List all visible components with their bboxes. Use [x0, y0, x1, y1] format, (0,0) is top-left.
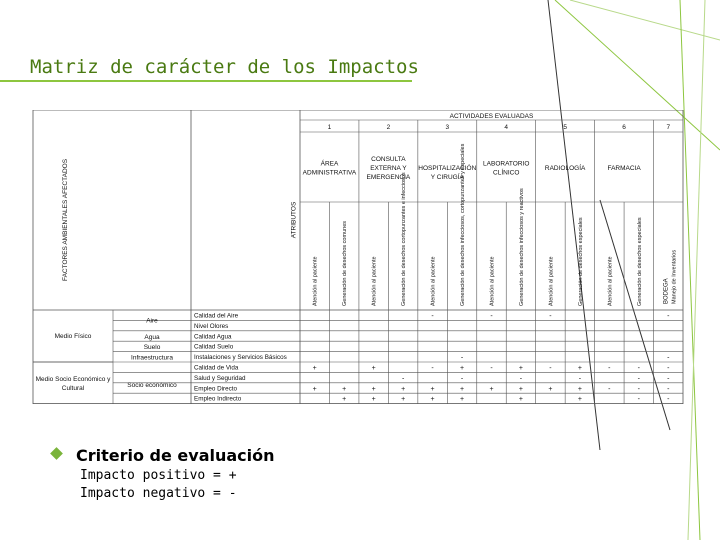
attribute-label: Salud y Seguridad [194, 374, 246, 382]
criteria-positive: Impacto positivo = + [80, 468, 237, 483]
impact-cell: - [460, 354, 464, 362]
impact-cell: + [371, 396, 376, 404]
column-label: Atención al paciente [489, 256, 496, 306]
activity-number: 1 [327, 124, 332, 131]
attribute-label: Calidad Suelo [194, 343, 234, 351]
attribute-label: Instalaciones y Servicios Básicos [194, 354, 287, 362]
impact-cell: + [577, 385, 582, 393]
impact-cell: - [549, 313, 552, 320]
impact-cell: - [578, 375, 582, 383]
activity-group-label: EMERGENCIA [366, 174, 411, 181]
activity-group-label: CLÍNICO [493, 169, 520, 177]
impact-cell: - [431, 365, 434, 372]
activity-number: 2 [386, 124, 391, 131]
activity-group-label: LABORATORIO [483, 160, 530, 168]
column-label: BODEGA [663, 278, 670, 304]
attribute-label: Empleo Directo [194, 385, 238, 393]
factor-label: Suelo [143, 344, 161, 352]
activities-header: ACTIVIDADES EVALUADAS [449, 113, 534, 120]
impact-cell: + [312, 385, 317, 393]
attribute-label: Empleo Indirecto [194, 395, 242, 403]
column-label: Generación de desechos cortopunzantes e infecciosos [401, 172, 408, 306]
impact-cell: - [637, 365, 640, 372]
impact-cell: + [459, 396, 465, 404]
impact-cell: - [667, 375, 670, 383]
impact-cell: - [637, 396, 640, 404]
activity-group-label: HOSPITALIZACIÓN [418, 165, 477, 172]
activity-number: 5 [563, 124, 567, 131]
impact-cell: + [342, 396, 347, 404]
activity-number: 6 [622, 124, 626, 131]
impact-cell: + [342, 385, 347, 393]
factor-label: Agua [144, 333, 160, 341]
attribute-label: Calidad del Aire [194, 312, 239, 320]
activity-group-label: RADIOLOGÍA [544, 165, 586, 172]
criteria-negative: Impacto negativo = - [80, 486, 237, 501]
impact-cell: + [401, 396, 406, 404]
impact-cell: + [548, 385, 553, 393]
impact-cell: - [667, 385, 670, 393]
activity-number: 4 [504, 124, 509, 131]
attribute-label: Nivel Olores [194, 322, 229, 330]
activity-number: 3 [445, 124, 450, 131]
activity-group-label: FARMACIA [607, 165, 641, 172]
impact-cell: - [608, 385, 611, 393]
impact-cell: + [430, 396, 435, 404]
impact-cell: + [518, 396, 524, 404]
impact-cell: + [430, 385, 435, 393]
criteria-title: Criterio de evaluación [76, 446, 275, 465]
impact-cell: - [667, 354, 670, 362]
column-label: Generación de desechos infecciosos, cortopunzantes y especiales [460, 143, 467, 306]
impact-cell: - [667, 365, 670, 372]
activity-number: 7 [666, 124, 671, 131]
impact-cell: - [490, 313, 493, 320]
impact-cell: - [401, 375, 405, 383]
column-label: Generación de desechos comunes [342, 221, 349, 306]
component-label: Medio Socio Económico y [35, 375, 111, 383]
activity-group-label: EXTERNA Y [370, 165, 407, 172]
impact-cell: + [371, 365, 376, 372]
activity-group-label: ÁREA [320, 160, 339, 168]
column-label: Generación de desechos especiales [577, 217, 584, 306]
impact-cell: - [431, 313, 434, 320]
column-label: Atención al paciente [312, 256, 319, 306]
impact-cell: + [518, 385, 524, 393]
component-label: Cultural [61, 384, 85, 392]
column-label: Atención al paciente [371, 256, 378, 306]
column-label: Manejo de Inventarios [671, 249, 678, 304]
column-label: Generación de desechos especiales [636, 217, 643, 306]
column-label: Atención al paciente [607, 256, 614, 306]
column-label: Atención al paciente [548, 256, 555, 306]
impact-cell: - [667, 313, 670, 320]
impact-cell: - [608, 365, 611, 372]
impact-cell: + [371, 385, 376, 393]
factor-label: Aire [146, 317, 158, 325]
activity-group-label: ADMINISTRATIVA [302, 169, 357, 177]
impact-cell: + [489, 385, 494, 393]
impact-cell: - [490, 365, 493, 372]
impact-cell: + [312, 365, 317, 372]
slide-title: Matriz de carácter de los Impactos [30, 56, 419, 78]
impact-cell: - [667, 396, 670, 404]
impact-cell: + [577, 396, 582, 404]
factor-label: Infraestructura [131, 354, 173, 362]
attribute-label: Calidad Agua [194, 333, 232, 341]
column-label: Generación de desechos infecciosos y reactivos [518, 188, 525, 306]
impact-cell: - [549, 365, 552, 372]
attributes-label: ATRIBUTOS [290, 201, 298, 239]
impact-cell: - [637, 385, 640, 393]
impact-cell: + [459, 365, 465, 372]
impact-cell: - [519, 375, 523, 383]
factors-label: FACTORES AMBIENTALES AFECTADOS [62, 158, 69, 282]
impact-matrix [28, 110, 688, 410]
impact-cell: + [518, 365, 524, 372]
impact-cell: + [459, 385, 465, 393]
activity-group-label: Y CIRUGÍA [430, 174, 464, 181]
column-label: Atención al paciente [430, 256, 437, 306]
title-underline [0, 80, 412, 82]
impact-cell: + [401, 385, 406, 393]
factor-label: Socio económico [127, 381, 177, 389]
impact-cell: + [577, 365, 582, 372]
attribute-label: Calidad de Vida [194, 364, 239, 372]
impact-cell: - [637, 375, 640, 383]
activity-group-label: CONSULTA [371, 156, 406, 163]
component-label: Medio Físico [54, 332, 92, 340]
impact-cell: - [460, 375, 464, 383]
